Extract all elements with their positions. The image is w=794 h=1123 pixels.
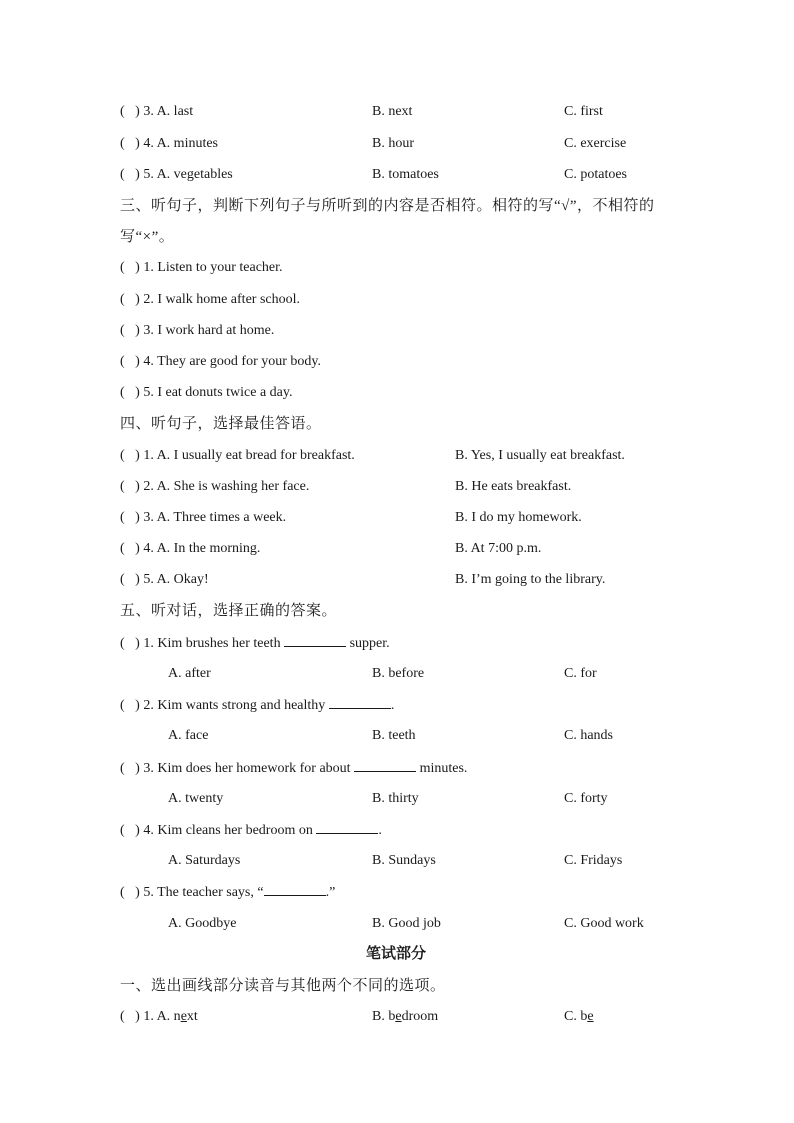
question-row bbox=[120, 883, 335, 902]
question-number: 1. bbox=[143, 260, 154, 275]
question-number: 1. bbox=[143, 1009, 154, 1024]
answer-paren[interactable]: ( ) bbox=[120, 292, 140, 307]
question-row bbox=[120, 1008, 198, 1026]
question-row bbox=[120, 322, 274, 340]
question-text: Kim cleans her bedroom on bbox=[157, 823, 317, 838]
question-number: 3. bbox=[143, 761, 154, 776]
fill-blank[interactable] bbox=[264, 883, 326, 896]
question-number: 3. bbox=[143, 510, 154, 525]
question-text: Kim wants strong and healthy bbox=[157, 698, 329, 713]
option-c: C. forty bbox=[564, 791, 608, 806]
answer-paren[interactable]: ( ) bbox=[120, 323, 140, 338]
written-section1-heading: 一、选出画线部分读音与其他两个不同的选项。 bbox=[120, 978, 446, 994]
option-a: A. I usually eat bread for breakfast. bbox=[156, 448, 355, 463]
option-b: B. I do my homework. bbox=[455, 510, 582, 525]
question-text-end: supper. bbox=[346, 636, 390, 651]
question-row bbox=[120, 103, 193, 121]
question-text-end: . bbox=[390, 698, 395, 713]
option-a: A. Saturdays bbox=[168, 853, 241, 868]
question-number: 3. bbox=[143, 104, 154, 119]
option-b: B. teeth bbox=[372, 728, 416, 743]
question-row bbox=[120, 571, 209, 589]
answer-paren[interactable]: ( ) bbox=[120, 541, 140, 556]
option-a-suffix: xt bbox=[186, 1009, 198, 1024]
answer-paren[interactable]: ( ) bbox=[120, 698, 140, 713]
question-row bbox=[120, 291, 300, 309]
question-number: 2. bbox=[143, 292, 154, 307]
question-text-end: minutes. bbox=[416, 761, 468, 776]
question-text: I eat donuts twice a day. bbox=[157, 385, 293, 400]
answer-paren[interactable]: ( ) bbox=[120, 354, 140, 369]
option-a bbox=[157, 1009, 198, 1024]
option-b: B. At 7:00 p.m. bbox=[455, 541, 542, 556]
option-b: B. Yes, I usually eat breakfast. bbox=[455, 448, 625, 463]
section3-heading-cont: 写“×”。 bbox=[120, 229, 175, 245]
question-number: 4. bbox=[143, 823, 154, 838]
section5-heading: 五、听对话，选择正确的答案。 bbox=[120, 603, 338, 619]
question-row bbox=[120, 759, 467, 778]
option-a: A. In the morning. bbox=[156, 541, 261, 556]
option-b: B. before bbox=[372, 666, 425, 681]
option-a: A. minutes bbox=[156, 136, 219, 151]
option-b: B. Sundays bbox=[372, 853, 436, 868]
question-text: They are good for your body. bbox=[157, 354, 322, 369]
question-number: 5. bbox=[143, 572, 154, 587]
question-text: The teacher says, “ bbox=[157, 885, 264, 900]
fill-blank[interactable] bbox=[354, 759, 416, 772]
option-c-prefix: C. b bbox=[564, 1009, 588, 1024]
answer-paren[interactable]: ( ) bbox=[120, 260, 140, 275]
underlined-letter: e bbox=[180, 1009, 187, 1024]
answer-paren[interactable]: ( ) bbox=[120, 385, 140, 400]
option-a: A. twenty bbox=[168, 791, 224, 806]
option-a: A. Goodbye bbox=[168, 916, 237, 931]
question-row bbox=[120, 540, 260, 558]
option-a: A. vegetables bbox=[156, 167, 233, 182]
question-row bbox=[120, 821, 382, 840]
question-row bbox=[120, 478, 309, 496]
answer-paren[interactable]: ( ) bbox=[120, 761, 140, 776]
answer-paren[interactable]: ( ) bbox=[120, 885, 140, 900]
option-c bbox=[564, 1008, 594, 1026]
question-number: 1. bbox=[143, 448, 154, 463]
answer-paren[interactable]: ( ) bbox=[120, 636, 140, 651]
question-number: 4. bbox=[143, 541, 154, 556]
section4-heading: 四、听句子，选择最佳答语。 bbox=[120, 416, 322, 432]
option-a: A. after bbox=[168, 666, 211, 681]
question-row bbox=[120, 509, 286, 527]
option-b: B. I’m going to the library. bbox=[455, 572, 606, 587]
question-row bbox=[120, 259, 283, 277]
question-text: I work hard at home. bbox=[157, 323, 275, 338]
option-c: C. exercise bbox=[564, 136, 627, 151]
written-section-title: 笔试部分 bbox=[366, 946, 427, 962]
fill-blank[interactable] bbox=[284, 634, 346, 647]
question-row bbox=[120, 696, 394, 715]
question-number: 5. bbox=[143, 885, 154, 900]
answer-paren[interactable]: ( ) bbox=[120, 136, 140, 151]
question-row bbox=[120, 447, 355, 465]
option-c: C. first bbox=[564, 104, 603, 119]
fill-blank[interactable] bbox=[329, 696, 391, 709]
question-row bbox=[120, 353, 321, 371]
option-c: C. Fridays bbox=[564, 853, 623, 868]
option-c: C. Good work bbox=[564, 916, 644, 931]
option-b: B. thirty bbox=[372, 791, 419, 806]
answer-paren[interactable]: ( ) bbox=[120, 104, 140, 119]
question-text: Kim does her homework for about bbox=[157, 761, 355, 776]
option-b: B. hour bbox=[372, 136, 414, 151]
option-a: A. Okay! bbox=[156, 572, 209, 587]
option-c: C. potatoes bbox=[564, 167, 627, 182]
option-b-prefix: B. b bbox=[372, 1009, 396, 1024]
question-number: 5. bbox=[143, 167, 154, 182]
question-text-end: . bbox=[378, 823, 382, 838]
option-b: B. next bbox=[372, 104, 413, 119]
option-a-prefix: A. n bbox=[156, 1009, 181, 1024]
answer-paren[interactable]: ( ) bbox=[120, 167, 140, 182]
option-b bbox=[372, 1008, 438, 1026]
question-number: 1. bbox=[143, 636, 154, 651]
question-number: 5. bbox=[143, 385, 154, 400]
question-number: 2. bbox=[143, 698, 154, 713]
question-text: Kim brushes her teeth bbox=[157, 636, 285, 651]
question-number: 4. bbox=[143, 354, 154, 369]
underlined-letter: e bbox=[395, 1009, 402, 1024]
option-c: C. hands bbox=[564, 728, 613, 743]
question-row bbox=[120, 384, 292, 402]
section3-heading: 三、听句子，判断下列句子与所听到的内容是否相符。相符的写“√”，不相符的 bbox=[120, 198, 655, 214]
option-b: B. Good job bbox=[372, 916, 441, 931]
question-number: 3. bbox=[143, 323, 154, 338]
question-number: 4. bbox=[143, 136, 154, 151]
answer-paren[interactable]: ( ) bbox=[120, 1009, 140, 1024]
option-c: C. for bbox=[564, 666, 597, 681]
question-row bbox=[120, 166, 233, 184]
underlined-letter: e bbox=[587, 1009, 594, 1024]
question-row bbox=[120, 135, 218, 153]
question-text: Listen to your teacher. bbox=[157, 260, 283, 275]
answer-paren[interactable]: ( ) bbox=[120, 479, 140, 494]
question-text: I walk home after school. bbox=[157, 292, 301, 307]
question-row bbox=[120, 634, 390, 653]
answer-paren[interactable]: ( ) bbox=[120, 823, 140, 838]
answer-paren[interactable]: ( ) bbox=[120, 448, 140, 463]
question-number: 2. bbox=[143, 479, 154, 494]
option-b-suffix: droom bbox=[401, 1009, 439, 1024]
answer-paren[interactable]: ( ) bbox=[120, 510, 140, 525]
answer-paren[interactable]: ( ) bbox=[120, 572, 140, 587]
option-a: A. Three times a week. bbox=[156, 510, 287, 525]
fill-blank[interactable] bbox=[316, 821, 378, 834]
option-b: B. tomatoes bbox=[372, 167, 439, 182]
option-a: A. She is washing her face. bbox=[156, 479, 310, 494]
question-text-end: .” bbox=[325, 885, 336, 900]
option-a: A. face bbox=[168, 728, 209, 743]
option-a: A. last bbox=[156, 104, 194, 119]
option-b: B. He eats breakfast. bbox=[455, 479, 572, 494]
